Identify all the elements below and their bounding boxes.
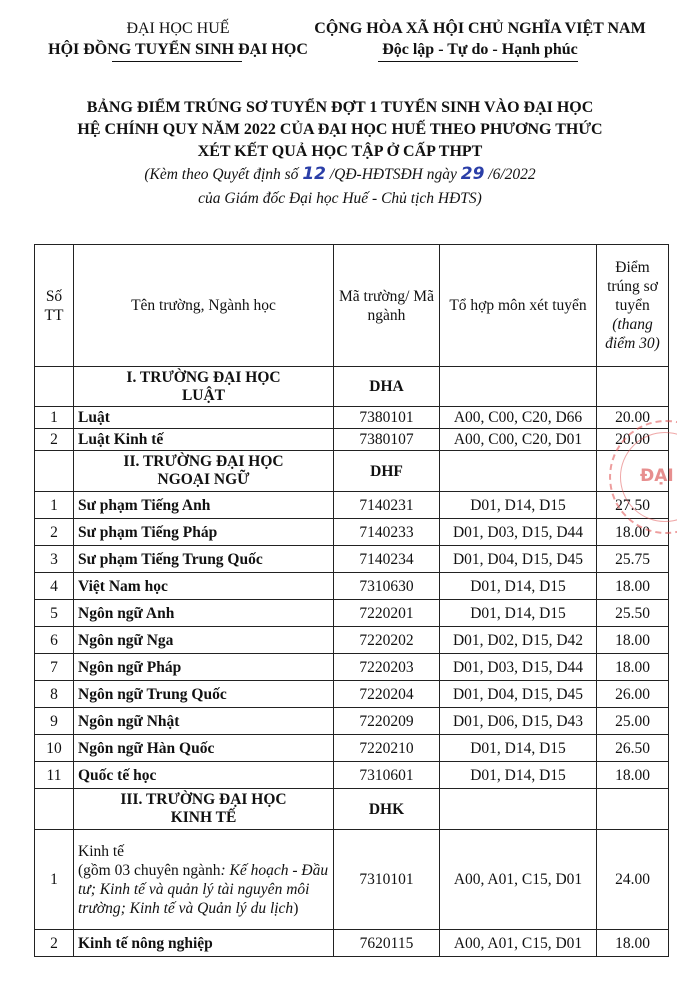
table-row [35,600,669,627]
table-cell: D01, D14, D15 [440,573,597,600]
table-cell: D01, D03, D15, D44 [440,519,597,546]
council-name: HỘI ĐỒNG TUYỂN SINH ĐẠI HỌC [48,41,308,58]
decision-number: 12 [302,164,326,184]
table-cell: Ngôn ngữ Trung Quốc [74,681,334,708]
decision-day: 29 [460,164,485,184]
table-cell: D01, D02, D15, D42 [440,627,597,654]
table-cell: 2 [35,429,74,451]
table-cell: D01, D14, D15 [440,735,597,762]
table-cell: Sư phạm Tiếng Trung Quốc [74,546,334,573]
issuer-underline [112,61,242,62]
school-code: DHF [334,451,440,492]
school-code: DHA [334,367,440,407]
table-cell: 7140231 [334,492,440,519]
table-cell: Luật Kinh tế [74,429,334,451]
table-cell: Kinh tế nông nghiệp [74,930,334,957]
table-row [35,930,669,957]
table-cell: 2 [35,930,74,957]
table-cell: 18.00 [597,573,669,600]
table-cell [35,451,74,492]
table-cell: 7380107 [334,429,440,451]
table-cell: D01, D14, D15 [440,600,597,627]
table-cell: Quốc tế học [74,762,334,789]
table-cell: 24.00 [597,830,669,930]
table-cell: 1 [35,407,74,429]
section-row [35,789,669,830]
title-line-2: HỆ CHÍNH QUY NĂM 2022 CỦA ĐẠI HỌC HUẾ THEO PHƯƠNG THỨC [77,121,603,138]
header-name: Tên trường, Ngành học [74,245,334,367]
decision-issuer: của Giám đốc Đại học Huế - Chủ tịch HĐTS) [198,190,482,207]
table-cell: Ngôn ngữ Nga [74,627,334,654]
table-cell: 25.75 [597,546,669,573]
table-cell: Ngôn ngữ Anh [74,600,334,627]
table-cell: 7220209 [334,708,440,735]
table-cell: 26.50 [597,735,669,762]
document-title [40,97,640,163]
table-cell: 2 [35,519,74,546]
table-cell: 6 [35,627,74,654]
header-stt: Số TT [35,245,74,367]
table-cell: A00, C00, C20, D01 [440,429,597,451]
table-cell: 18.00 [597,762,669,789]
table-cell: D01, D14, D15 [440,762,597,789]
motto: Độc lập - Tự do - Hạnh phúc [382,41,578,58]
table-cell: 9 [35,708,74,735]
table-row [35,429,669,451]
decision-reference: (Kèm theo Quyết định số 12 /QĐ-HĐTSĐH ngày 29 /6/2022 của Giám đốc Đại học Huế - Chủ tịch HĐTS) [40,162,640,211]
table-cell: 7220210 [334,735,440,762]
table-cell: 7220204 [334,681,440,708]
table-row [35,830,669,930]
table-cell [440,789,597,830]
org-name: ĐẠI HỌC HUẾ [126,20,230,37]
table-cell: 7220203 [334,654,440,681]
table-row [35,519,669,546]
table-cell: D01, D06, D15, D43 [440,708,597,735]
table-cell: 18.00 [597,627,669,654]
table-cell: 7140234 [334,546,440,573]
table-cell: 26.00 [597,681,669,708]
table-row [35,627,669,654]
table-cell: 7140233 [334,519,440,546]
table-cell: 20.00 [597,407,669,429]
table-cell [597,789,669,830]
table-row [35,735,669,762]
table-cell: 7 [35,654,74,681]
table-cell: A00, A01, C15, D01 [440,830,597,930]
title-line-1: BẢNG ĐIỂM TRÚNG SƠ TUYỂN ĐỢT 1 TUYỂN SINH VÀO ĐẠI HỌC [86,99,594,116]
table-cell: Luật [74,407,334,429]
table-cell: 20.00 [597,429,669,451]
program-with-specializations: Kinh tế (gồm 03 chuyên ngành: Kế hoạch - Đầu tư; Kinh tế và quản lý tài nguyên môi trường; Kinh tế và Quản lý du lịch) [74,830,334,930]
table-cell: Sư phạm Tiếng Pháp [74,519,334,546]
section-title: II. TRƯỜNG ĐẠI HỌC NGOẠI NGỮ [74,451,334,492]
table-row [35,407,669,429]
table-cell: 7310601 [334,762,440,789]
motto-underline [378,61,578,62]
table-cell: D01, D04, D15, D45 [440,546,597,573]
table-cell: 25.50 [597,600,669,627]
school-code: DHK [334,789,440,830]
table-cell: 5 [35,600,74,627]
header-combo: Tổ hợp môn xét tuyển [440,245,597,367]
table-row [35,654,669,681]
table-cell [440,451,597,492]
table-cell: 27.50 [597,492,669,519]
table-cell: 8 [35,681,74,708]
table-cell: 1 [35,830,74,930]
table-cell [35,789,74,830]
table-cell: 7310630 [334,573,440,600]
table-cell: A00, A01, C15, D01 [440,930,597,957]
table-cell: Ngôn ngữ Nhật [74,708,334,735]
table-row [35,762,669,789]
table-cell: 1 [35,492,74,519]
section-row [35,451,669,492]
title-line-3: XÉT KẾT QUẢ HỌC TẬP Ở CẤP THPT [197,143,483,160]
table-cell: D01, D14, D15 [440,492,597,519]
table-cell: D01, D03, D15, D44 [440,654,597,681]
national-motto-block [296,18,664,60]
table-cell: 7620115 [334,930,440,957]
table-cell: 11 [35,762,74,789]
seal-text: ĐẠI [640,466,674,486]
table-cell: 3 [35,546,74,573]
table-cell: Sư phạm Tiếng Anh [74,492,334,519]
table-row [35,708,669,735]
table-cell: Ngôn ngữ Pháp [74,654,334,681]
table-cell: 7220202 [334,627,440,654]
table-row [35,546,669,573]
header-score: Điểm trúng sơ tuyển (thang điểm 30) [597,245,669,367]
table-cell: 18.00 [597,930,669,957]
table-cell: Ngôn ngữ Hàn Quốc [74,735,334,762]
table-cell: 7380101 [334,407,440,429]
table-cell: D01, D04, D15, D45 [440,681,597,708]
admission-score-table [34,244,669,957]
header-code: Mã trường/ Mã ngành [334,245,440,367]
table-row [35,681,669,708]
table-cell: 10 [35,735,74,762]
table-row [35,492,669,519]
table-cell: Việt Nam học [74,573,334,600]
table-cell: 7220201 [334,600,440,627]
table-cell: A00, C00, C20, D66 [440,407,597,429]
table-row [35,573,669,600]
table-cell: 25.00 [597,708,669,735]
section-title: III. TRƯỜNG ĐẠI HỌC KINH TẾ [74,789,334,830]
table-header-row [35,245,669,367]
table-cell [35,367,74,407]
table-cell [597,367,669,407]
table-cell [440,367,597,407]
table-cell: 18.00 [597,654,669,681]
section-title: I. TRƯỜNG ĐẠI HỌC LUẬT [74,367,334,407]
table-cell: 18.00 [597,519,669,546]
section-row [35,367,669,407]
table-cell: 7310101 [334,830,440,930]
table-cell: 4 [35,573,74,600]
issuer-block [28,18,328,60]
country-name: CỘNG HÒA XÃ HỘI CHỦ NGHĨA VIỆT NAM [314,20,646,37]
